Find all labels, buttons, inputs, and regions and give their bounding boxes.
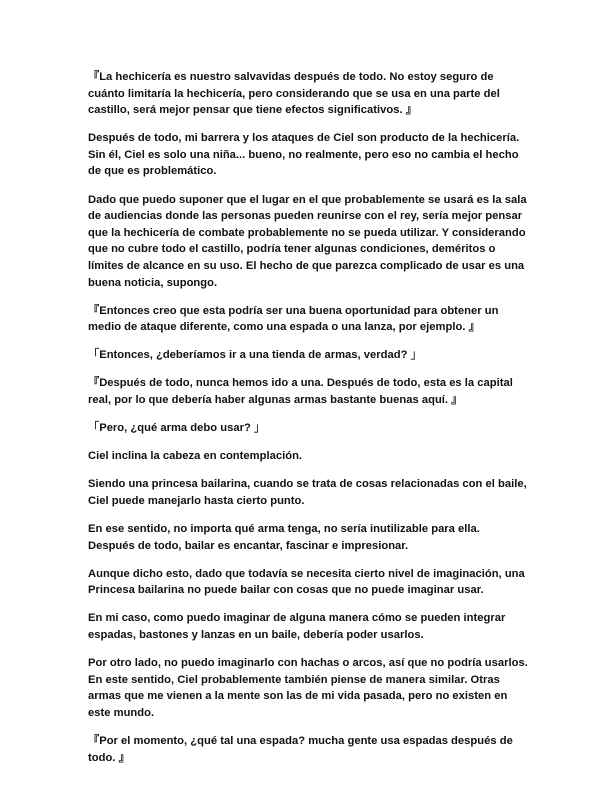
paragraph: Por otro lado, no puedo imaginarlo con hachas o arcos, así que no podría usarlos. En este sentido, Ciel probablemente también piense de manera similar. Otras armas que me vienen a la mente son las de mi vida pasada, pero no existen en este mundo. [88, 657, 528, 719]
paragraph: Aunque dicho esto, dado que todavía se necesita cierto nivel de imaginación, una Princesa bailarina no puede bailar con cosas que no puede imaginar usar. [88, 567, 525, 597]
paragraph: En ese sentido, no importa qué arma tenga, no sería inutilizable para ella. Después de todo, bailar es encantar, fascinar e impresionar. [88, 522, 480, 552]
paragraph: En mi caso, como puedo imaginar de alguna manera cómo se pueden integrar espadas, bastones y lanzas en un baile, debería poder usarlos. [88, 612, 506, 641]
paragraph: Dado que puedo suponer que el lugar en el que probablemente se usará es la sala de audiencias donde las personas pueden reunirse con el rey, sería mejor pensar que la hechicería de combate probablemente no se pueda utilizar. Y considerando que no cubre todo el castillo, podría tener algunas condiciones, deméritos o límites de alcance en su uso. El hecho de que parezca complicado de usar es una buena noticia, supongo. [88, 193, 527, 289]
paragraph: 「Pero, ¿qué arma debo usar? 」 [88, 422, 266, 435]
paragraph: Después de todo, mi barrera y los ataques de Ciel son producto de la hechicería. Sin él, Ciel es solo una niña... bueno, no realmente, pero eso no cambia el hecho de que es problemático. [88, 132, 520, 178]
paragraph: 『La hechicería es nuestro salvavidas después de todo. No estoy seguro de cuánto limitaría la hechicería, pero considerando que se usa en una parte del castillo, será mejor pensar que tiene efectos significativos. 』 [88, 71, 500, 117]
paragraph: 『Por el momento, ¿qué tal una espada? mucha gente usa espadas después de todo. 』 [88, 734, 513, 764]
paragraph: Siendo una princesa bailarina, cuando se trata de cosas relacionadas con el baile, Ciel puede manejarlo hasta cierto punto. [88, 478, 527, 507]
document-body [88, 69, 529, 778]
paragraph: 『Después de todo, nunca hemos ido a una. Después de todo, esta es la capital real, por lo que debería haber algunas armas bastante buenas aquí. 』 [88, 377, 513, 406]
paragraph: Ciel inclina la cabeza en contemplación. [88, 450, 303, 463]
paragraph: 「Entonces, ¿deberíamos ir a una tienda de armas, verdad? 」 [88, 349, 422, 362]
paragraph: 『Entonces creo que esta podría ser una buena oportunidad para obtener un medio de ataque diferente, como una espada o una lanza, por ejemplo. 』 [88, 304, 499, 334]
